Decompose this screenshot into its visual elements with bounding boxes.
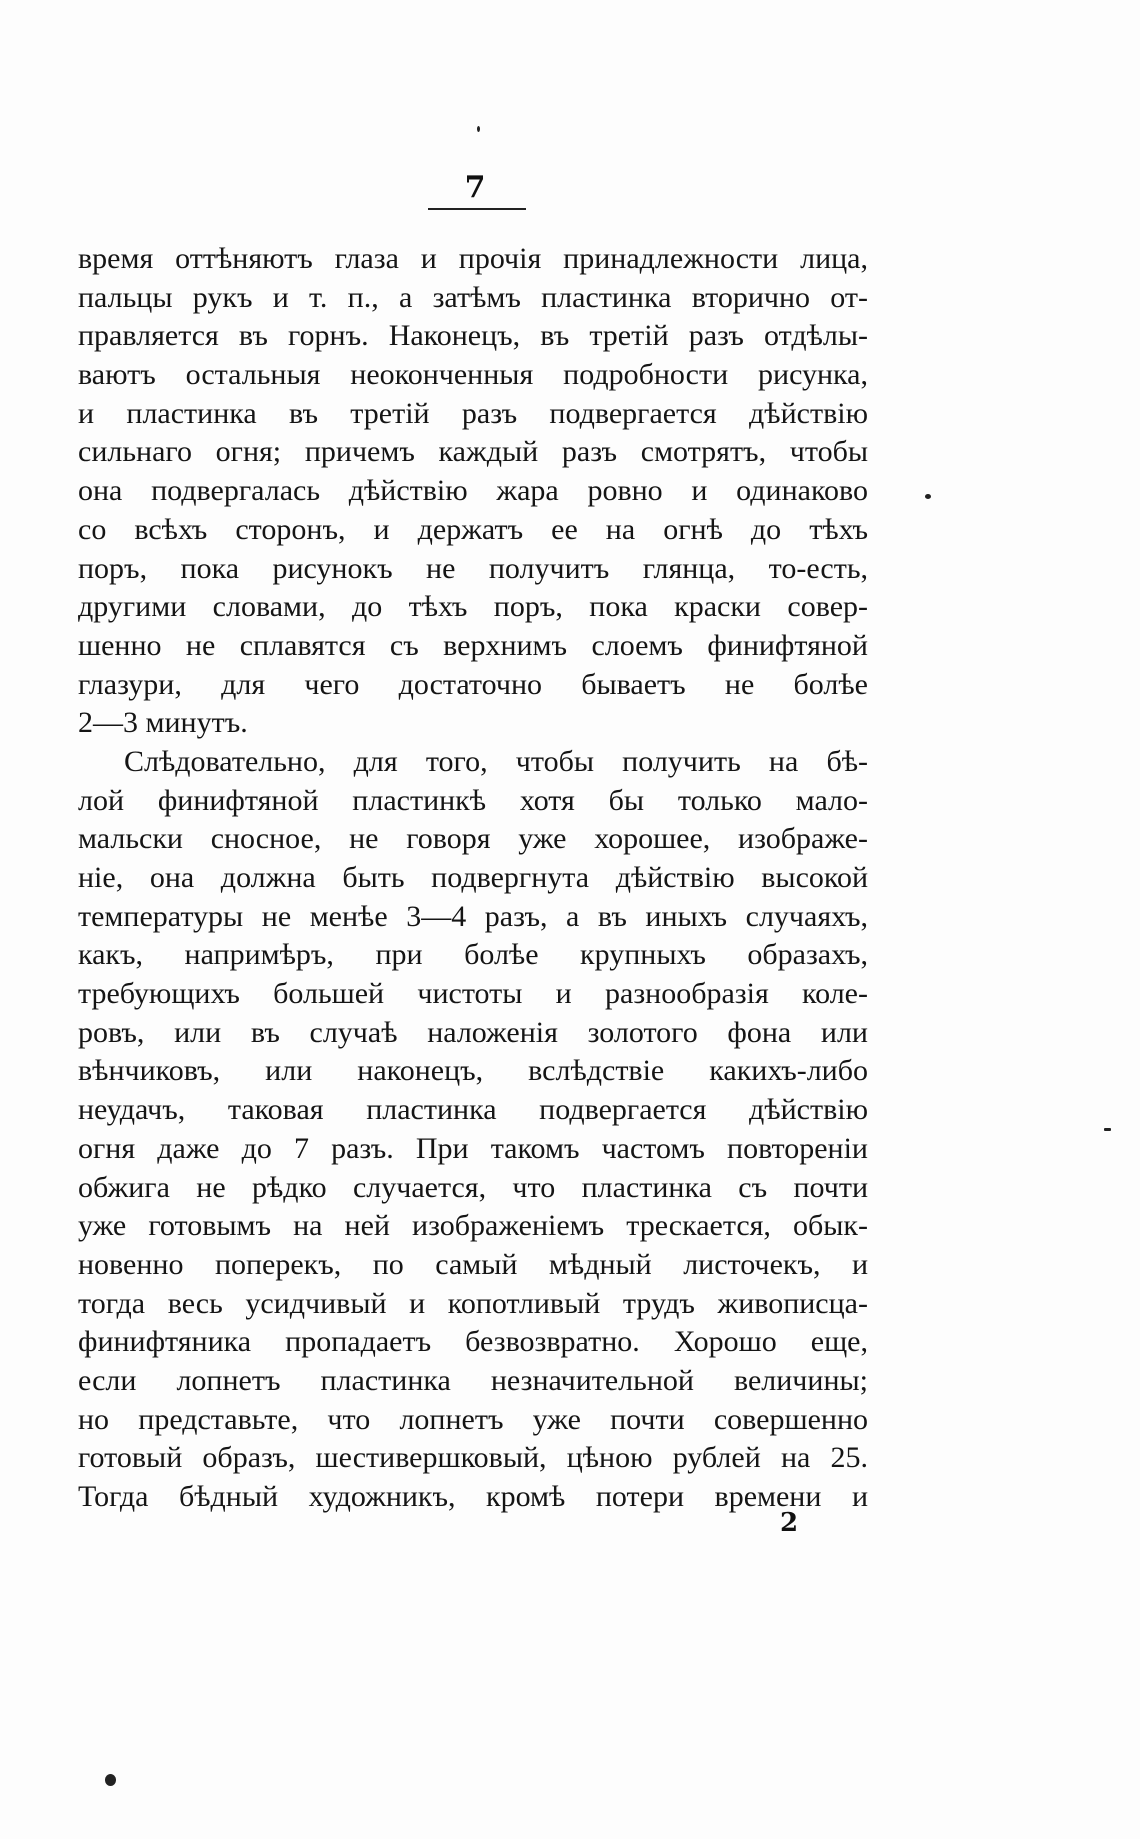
text-line: тогда весь усидчивый и копотливый трудъ живописца- xyxy=(78,1286,868,1320)
text-line: поръ, пока рисунокъ не получитъ глянца, то-есть, xyxy=(78,551,868,585)
text-line: ваютъ остальныя неоконченныя подробности рисунка, xyxy=(78,358,868,392)
text-line: уже готовымъ на ней изображеніемъ трескается, обык- xyxy=(78,1209,868,1243)
text-line: Тогда бѣдный художникъ, кромѣ потери времени и xyxy=(78,1480,868,1513)
ink-speck xyxy=(925,494,931,499)
text-line: какъ, напримѣръ, при болѣе крупныхъ образахъ, xyxy=(78,938,868,972)
text-line: пальцы рукъ и т. п., а затѣмъ пластинка вторично от- xyxy=(78,280,868,314)
text-line: лой финифтяной пластинкѣ хотя бы только мало- xyxy=(78,783,868,817)
text-line: новенно поперекъ, по самый мѣдный листочекъ, и xyxy=(78,1247,868,1281)
text-line: температуры не менѣе 3—4 разъ, а въ иныхъ случаяхъ, xyxy=(78,899,868,933)
text-line: другими словами, до тѣхъ поръ, пока краски совер- xyxy=(78,590,868,624)
text-line: сильнаго огня; причемъ каждый разъ смотрятъ, чтобы xyxy=(78,435,868,469)
text-line: со всѣхъ сторонъ, и держатъ ее на огнѣ до тѣхъ xyxy=(78,512,868,546)
text-line: финифтяника пропадаетъ безвозвратно. Хорошо еще, xyxy=(78,1325,868,1359)
ink-speck xyxy=(105,1774,116,1786)
text-line: и пластинка въ третій разъ подвергается дѣйствію xyxy=(78,396,868,430)
text-line: обжига не рѣдко случается, что пластинка съ почти xyxy=(78,1170,868,1204)
text-line: но представьте, что лопнетъ уже почти совершенно xyxy=(78,1402,868,1436)
page-number: 7 xyxy=(464,170,486,205)
text-line: готовый образъ, шестивершковый, цѣною рублей на 25. xyxy=(78,1441,868,1475)
ink-speck xyxy=(477,126,480,132)
text-line: правляется въ горнъ. Наконецъ, въ третій разъ отдѣлы- xyxy=(78,319,868,353)
text-line: огня даже до 7 разъ. При такомъ частомъ повтореніи xyxy=(78,1131,868,1165)
text-line: неудачъ, таковая пластинка подвергается дѣйствію xyxy=(78,1093,868,1127)
text-line: время оттѣняютъ глаза и прочія принадлежности лица, xyxy=(78,242,868,275)
body-text xyxy=(78,240,868,1517)
text-line: Слѣдовательно, для того, чтобы получить на бѣ- xyxy=(124,744,868,778)
text-line: глазури, для чего достаточно бываетъ не болѣе xyxy=(78,667,868,701)
text-line: шенно не сплавятся съ верхнимъ слоемъ финифтяной xyxy=(78,628,868,662)
text-line: вѣнчиковъ, или наконецъ, вслѣдствіе какихъ-либо xyxy=(78,1054,868,1088)
text-line: 2—3 минутъ. xyxy=(78,706,248,740)
text-line: требующихъ большей чистоты и разнообразія коле- xyxy=(78,977,868,1011)
ink-speck xyxy=(1104,1128,1111,1131)
text-line: она подвергалась дѣйствію жара ровно и одинаково xyxy=(78,474,868,508)
text-line: если лопнетъ пластинка незначительной величины; xyxy=(78,1363,868,1397)
text-line: мальски сносное, не говоря уже хорошее, изображе- xyxy=(78,822,868,856)
signature-mark: 2 xyxy=(780,1508,799,1538)
header-rule xyxy=(428,208,526,210)
text-line: ровъ, или въ случаѣ наложенія золотого фона или xyxy=(78,1015,868,1049)
text-line: ніе, она должна быть подвергнута дѣйствію высокой xyxy=(78,861,868,894)
